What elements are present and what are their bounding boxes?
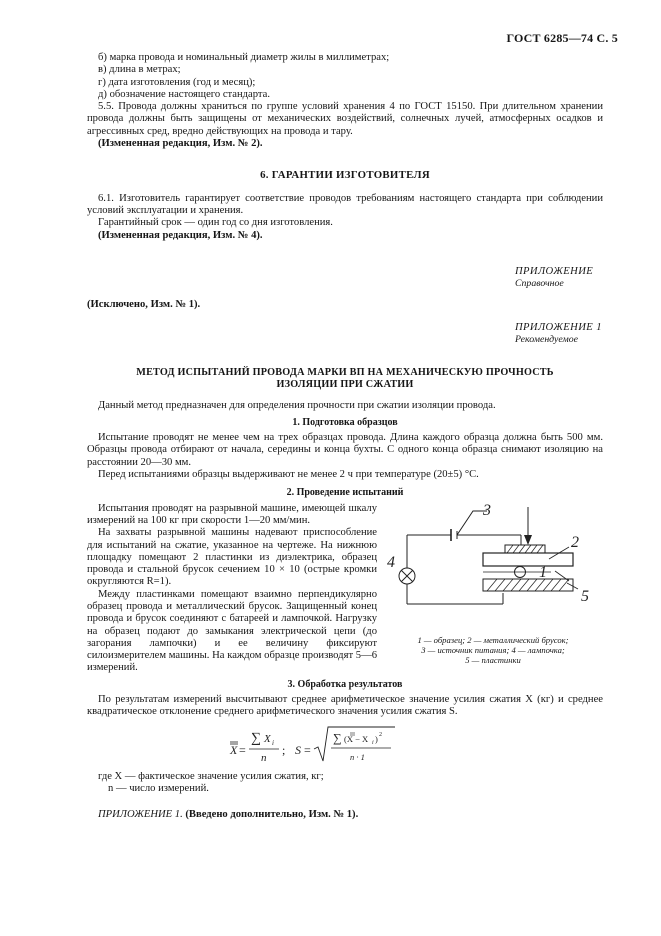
formula-sum1: ∑ [251,730,261,746]
formula-xi-sub: i [272,738,274,747]
appendix-heading [515,266,603,291]
section-3-paragraph: По результатам измерений высчитывают среднее арифметическое значение усилия сжатия X (кг) и среднее квадратическое отклонение среднего арифметического значения усилия сжатия S. [87,694,603,718]
formula-n1: n [261,751,267,764]
section-3-title: 3. Обработка результатов [287,678,403,690]
formula-sep: ; [282,742,286,757]
lamp-icon [399,568,415,584]
figure-caption-line2: 3 — источник питания; 4 — лампочка; [421,644,565,655]
appendix1-type: Рекомендуемое [515,334,578,346]
paragraph-5-5: 5.5. Провода должны храниться по группе условий хранения 4 по ГОСТ 15150. При длительном хранении провода должны быть защищены от механических воздействий, солнечных лучей, атмосферных осадков и агрессивных сред, вредно действующих на провода и тару. [87,101,603,137]
final-note [87,809,603,821]
section-2-title: 2. Проведение испытаний [286,487,404,499]
formula-square: 2 [379,731,382,738]
formula-sum2: ∑ [333,730,342,745]
page-content [87,52,603,822]
formula-s: S [295,742,301,757]
list-item: г) дата изготовления (год и месяц); [98,76,256,88]
diagram-label-5: 5 [581,587,589,605]
formula-num-sub: i [372,739,374,746]
formula-denominator: n · 1 [350,751,365,762]
formula-graphic [87,723,603,769]
where-line-1: где X — фактическое значение усилия сжатия, кг; [98,770,324,782]
test-fixture-figure [383,503,603,675]
method-title [87,367,603,390]
paragraph-6-1: 6.1. Изготовитель гарантирует соответствие проводов требованиям настоящего стандарта при соблюдении условий эксплуатации и хранения. [87,192,603,216]
list-item: б) марка провода и номинальный диаметр жилы в миллиметрах; [98,52,390,63]
section-2-paragraph-1: Испытания проводят на разрывной машине, имеющей шкалу измерений на 100 кг при скорости 1—20 мм/мин. [87,502,377,526]
final-appendix-label: ПРИЛОЖЕНИЕ 1. [98,809,183,821]
formula-eq2: = [304,742,311,757]
appendix1-label: ПРИЛОЖЕНИЕ 1 [515,321,602,333]
section-2-paragraph-3: Между пластинками помещают взаимно перпендикулярно образец провода и металлический брусок. Защищенный конец провода и брусок соединяют с батареей и лампочкой. Нагрузку на образец подают до замыкания электрической цепи (до загорания лампочки) и ее величину фиксируют силоизмерителем машины. На каждом образце производят 5—6 измерений. [87,588,377,674]
method-intro: Данный метод предназначен для определения прочности при сжатии изоляции провода. [98,399,496,411]
final-edit-note: (Введено дополнительно, Изм. № 1). [185,809,359,821]
diagram-label-4: 4 [387,553,395,571]
list-item: д) обозначение настоящего стандарта. [98,88,271,100]
section-1-paragraph-1: Испытание проводят не менее чем на трех образцах провода. Длина каждого образца должна быть 500 мм. Образцы провода отбирают от начала, середины и конца бухты. С одного конца образца снимают изоляцию на расстоянии 20—30 мм. [87,432,603,468]
formula-num-end: ) [375,733,378,744]
figure-caption-line1: 1 — образец; 2 — металлический брусок; [417,634,569,645]
diagram-label-3: 3 [483,502,491,519]
appendix1-heading [515,322,603,347]
formula-xi: X [264,732,271,745]
diagram-label-2: 2 [571,533,579,551]
formula [87,723,603,769]
appendix-excluded: (Исключено, Изм. № 1). [87,299,201,311]
test-circuit-diagram [383,503,603,623]
section-2-body [87,503,603,675]
appendix-type: Справочное [515,278,564,290]
formula-eq1: = [239,742,246,757]
paragraph-warranty: Гарантийный срок — один год со дня изготовления. [98,217,333,229]
section-6-title: 6. ГАРАНТИИ ИЗГОТОВИТЕЛЯ [260,169,430,182]
edit-note-2: (Измененная редакция, Изм. № 2). [98,138,263,150]
figure-caption-line3: 5 — пластинки [465,654,521,665]
method-title-line1: МЕТОД ИСПЫТАНИЙ ПРОВОДА МАРКИ ВП НА МЕХАНИЧЕСКУЮ ПРОЧНОСТЬ [136,367,554,379]
edit-note-4: (Измененная редакция, Изм. № 4). [98,229,263,241]
section-2-text [87,503,377,675]
formula-numerator: (X − X [344,733,369,744]
where-line-2: n — число измерений. [108,782,209,794]
section-1-paragraph-2: Перед испытаниями образцы выдерживают не менее 2 ч при температуре (20±5) °С. [98,469,479,481]
formula-xbar: X [230,742,238,757]
method-title-line2: ИЗОЛЯЦИИ ПРИ СЖАТИИ [276,378,414,390]
section-2-paragraph-2: На захваты разрывной машины надевают приспособление для испытаний на сжатие, указанное на чертеже. На нижнюю площадку помещают 2 пластинки из диэлектрика, образец провода и стальной брусок сечением 10 × 10 (острые кромки округляются R=1). [87,527,377,588]
list-item: в) длина в метрах; [98,64,181,76]
section-1-title: 1. Подготовка образцов [292,416,398,428]
page-header: ГОСТ 6285—74 С. 5 [506,31,618,45]
appendix-label: ПРИЛОЖЕНИЕ [515,265,594,277]
diagram-label-1: 1 [539,563,547,581]
